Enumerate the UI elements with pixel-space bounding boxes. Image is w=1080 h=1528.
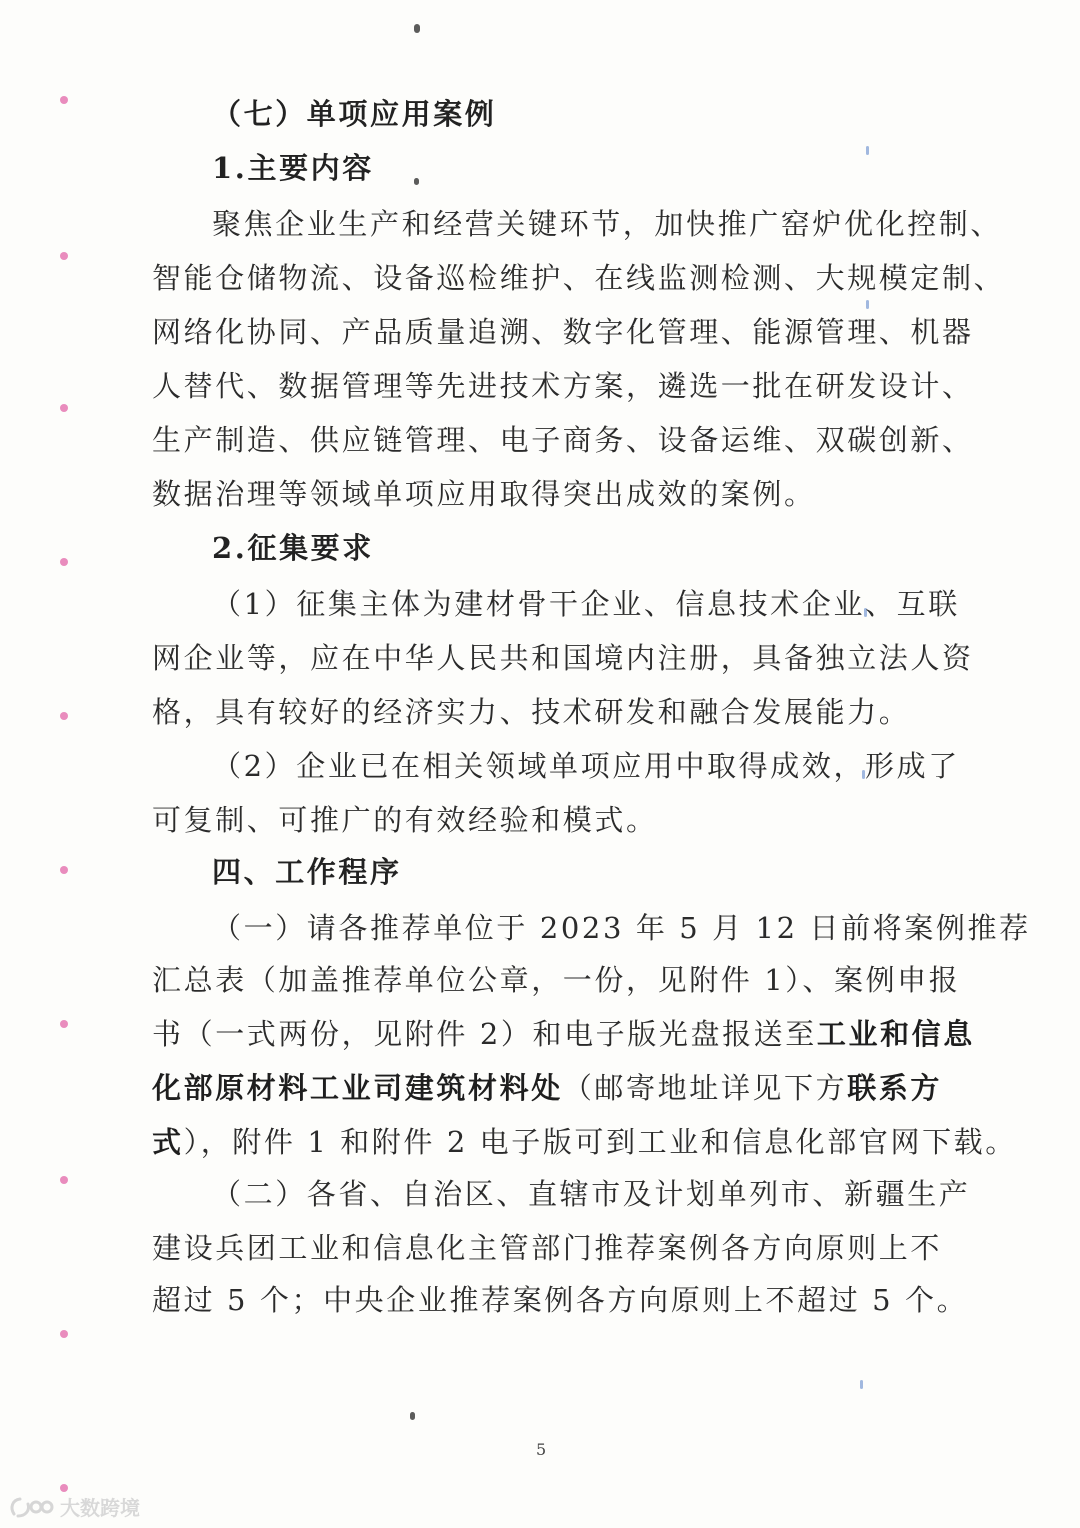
paragraph-line: 智能仓储物流、设备巡检维护、在线监测检测、大规模定制、 [152,261,1006,295]
paragraph-line: （一）请各推荐单位于 2023 年 5 月 12 日前将案例推荐 [212,911,1031,945]
punch-mark [60,96,68,104]
bold-text-run: 工业和信息 [816,1017,975,1051]
bold-text-run: 式 [152,1125,184,1159]
section-heading-7: （七）单项应用案例 [212,97,497,131]
paragraph-line: 汇总表（加盖推荐单位公章，一份，见附件 1）、案例申报 [152,963,961,997]
paragraph-line: 可复制、可推广的有效经验和模式。 [152,803,658,837]
paragraph-line: 建设兵团工业和信息化主管部门推荐案例各方向原则上不 [152,1231,943,1265]
punch-mark [60,1330,68,1338]
punch-mark [60,712,68,720]
punch-mark [60,866,68,874]
watermark [8,1492,140,1521]
bold-text-run: 联系方 [847,1071,943,1105]
paragraph-line [152,1016,975,1052]
scan-speck [866,300,869,309]
punch-mark [60,1176,68,1184]
paragraph-line: 超过 5 个；中央企业推荐案例各方向原则上不超过 5 个。 [152,1283,969,1317]
text-run: （邮寄地址详见下方 [562,1071,848,1105]
paragraph-line: 生产制造、供应链管理、电子商务、设备运维、双碳创新、 [152,423,974,457]
paragraph-line: 数据治理等领域单项应用取得突出成效的案例。 [152,477,816,511]
punch-mark [60,1020,68,1028]
paragraph-line: 人替代、数据管理等先进技术方案，遴选一批在研发设计、 [152,369,974,403]
watermark-logo-icon [8,1494,54,1520]
punch-mark [60,558,68,566]
subsection-title-2: 2.征集要求 [212,531,374,565]
text-run: ），附件 1 和附件 2 电子版可到工业和信息化部官网下载。 [183,1125,1017,1159]
paragraph-line: （2）企业已在相关领域单项应用中取得成效，形成了 [212,749,960,783]
punch-mark [60,252,68,260]
paragraph-line: 网企业等，应在中华人民共和国境内注册，具备独立法人资 [152,641,974,675]
bold-text-run: 化部原材料工业司建筑材料处 [152,1071,563,1105]
paragraph-line [152,1070,952,1106]
paragraph-line: 聚焦企业生产和经营关键环节，加快推广窑炉优化控制、 [212,207,1003,241]
punch-mark [60,1484,68,1492]
section-heading-4: 四、工作程序 [212,855,402,889]
page-number: 5 [536,1440,547,1459]
text-run: 书（一式两份，见附件 2）和电子版光盘报送至 [152,1017,817,1051]
scan-speck [414,24,420,33]
paragraph-line: 格，具有较好的经济实力、技术研发和融合发展能力。 [152,695,911,729]
watermark-text: 大数跨境 [60,1496,140,1520]
paragraph-line: （1）征集主体为建材骨干企业、信息技术企业、互联 [212,587,960,621]
scan-speck [410,1412,415,1420]
punch-mark [60,404,68,412]
paragraph-line [152,1124,1017,1160]
subsection-title-1: 1.主要内容 [212,151,374,185]
paragraph-line: （二）各省、自治区、直辖市及计划单列市、新疆生产 [212,1177,971,1211]
paragraph-line: 网络化协同、产品质量追溯、数字化管理、能源管理、机器 [152,315,974,349]
scan-speck [860,1380,863,1389]
